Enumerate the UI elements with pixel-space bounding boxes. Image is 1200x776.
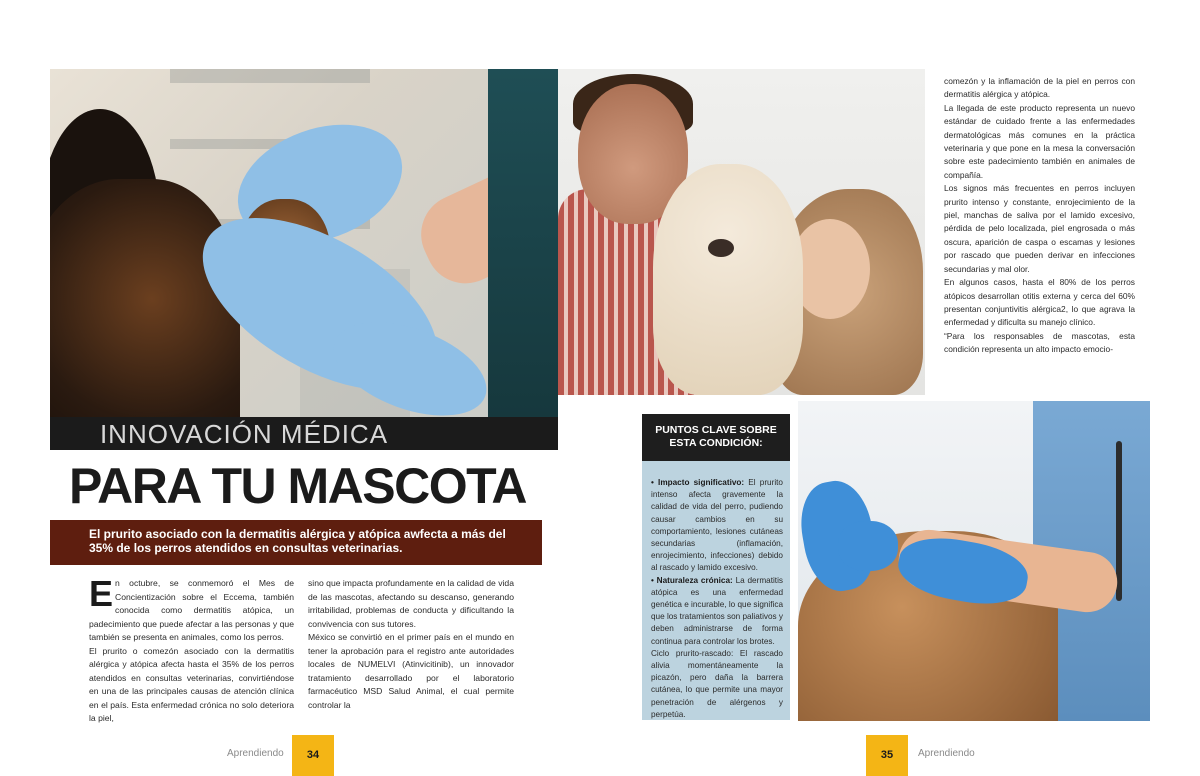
photo-vet-holding-paw (50, 69, 558, 417)
page-number-right: 35 (866, 735, 908, 776)
sidebar-heading: PUNTOS CLAVE SOBRE ESTA CONDICIÓN: (642, 414, 790, 461)
sidebar-item: • Naturaleza crónica: La dermatitis atópica es una enfermedad genética e incurable, lo que significa que los tratamientos son paliativos y deben administrarse de forma continua para controlar los brotes. (651, 575, 783, 646)
paragraph: Los signos más frecuentes en perros incluyen prurito intenso y constante, enrojecimiento de la piel, manchas de saliva por el lamido excesivo, pérdida de pelo localizada, piel engrosada o más oscura, aparición de caspa o escamas y lesiones por rascado que pueden derivar en infecciones secundarias y mal olor. (944, 183, 1135, 274)
sidebar-item: Ciclo prurito-rascado: El rascado alivia momentáneamente la picazón, pero daña la barrera cutánea, lo que permite una mayor penetración de alérgenos y perpetúa. (651, 648, 783, 719)
article-title: PARA TU MASCOTA (68, 458, 527, 514)
paragraph: n octubre, se conmemoró el Mes de Concientización sobre el Eccema, también conocida como dermatitis atópica, un padecimiento que puede afectar a las personas y que también se presenta en animales, como los perros. (89, 578, 294, 642)
sidebar-item: • Impacto significativo: El prurito intenso afecta gravemente la calidad de vida del perro, pudiendo causar cambios en su comportamiento, lesiones cutáneas secundarias (inflamación, enrojecimiento, infecciones) debido al rascado y lamido excesivo. (651, 478, 783, 573)
paragraph: “Para los responsables de mascotas, esta condición representa un alto impacto emocio- (944, 330, 1135, 355)
paragraph: sino que impacta profundamente en la calidad de vida de las mascotas, afectando su descanso, generando irritabilidad, problemas de conducta y dificultando la convivencia con sus tutores. (308, 578, 514, 629)
footer-section-left: Aprendiendo (227, 748, 284, 759)
paragraph: comezón y la inflamación de la piel en perros con dermatitis alérgica y atópica. (944, 76, 1135, 100)
paragraph: México se convirtió en el primer país en el mundo en tener la aprobación para el registro ante autoridades locales de NUMELVI (Atinvicitinib), un innovador tratamiento desarrollado por el laboratorio farmacéutico MSD Salud Animal, el cual permite controlar la (308, 632, 514, 710)
footer-section-right: Aprendiendo (918, 748, 975, 759)
photo-couple-with-dog (558, 69, 925, 395)
article-kicker: INNOVACIÓN MÉDICA (99, 419, 389, 449)
body-column-2 (308, 577, 514, 712)
body-column-right (944, 75, 1135, 357)
paragraph: La llegada de este producto representa un nuevo estándar de cuidado frente a las enfermedades dermatológicas más comunes en la práctica veterinaria y que pone en la mesa la conversación sobre este padecimiento también en animales de compañía. (944, 102, 1135, 180)
paragraph: El prurito o comezón asociado con la dermatitis alérgica y atópica afecta hasta el 35% de los perros atendidos en consultas veterinarias, convirtiéndose en una de las principales causas de atención clínica en el país. Esta enfermedad crónica no solo deteriora la piel, (89, 645, 294, 723)
article-lead: El prurito asociado con la dermatitis alérgica y atópica awfecta a más del 35% de los perros atendidos en consultas veterinarias. (89, 527, 506, 555)
photo-vet-examining-dog (798, 401, 1150, 721)
paragraph: En algunos casos, hasta el 80% de los perros atópicos desarrollan otitis externa y cerca del 60% presentan conjuntivitis alérgica2, lo que agrava la enfermedad y dificulta su manejo clínico. (944, 277, 1135, 328)
drop-cap: E (89, 573, 114, 614)
body-column-1 (89, 573, 294, 726)
page-number-left: 34 (292, 735, 334, 776)
sidebar-text (651, 477, 783, 721)
